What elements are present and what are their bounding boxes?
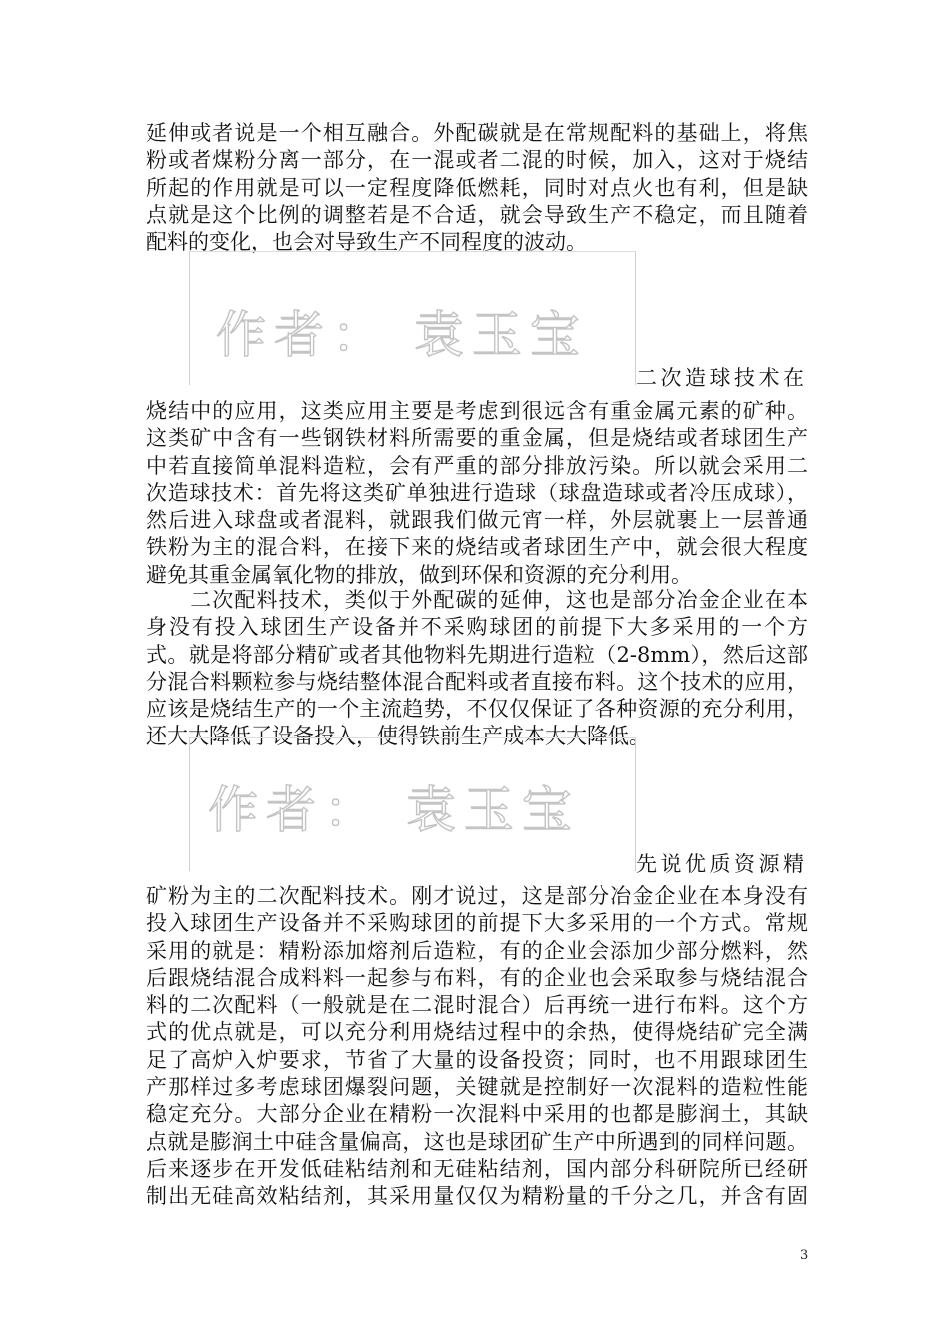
watermark-text: 作者： 袁玉宝 [216, 306, 588, 364]
text-line: 后来逐步在开发低硅粘结剂和无硅粘结剂，国内部分科研院所已经研 [146, 1156, 808, 1181]
text-line: 应该是烧结生产的一个主流趋势，不仅仅保证了各种资源的充分利用， [146, 697, 808, 722]
text-line: 次造球技术：首先将这类矿单独进行造球（球盘造球或者冷压成球）， [146, 480, 808, 505]
page-number: 3 [800, 1248, 809, 1263]
text-line: 分混合料颗粒参与烧结整体混合配料或者直接布料。这个技术的应用， [146, 669, 808, 694]
text-line: 避免其重金属氧化物的排放，做到环保和资源的充分利用。 [146, 562, 692, 587]
text-line: 投入球团生产设备并不采购球团的前提下大多采用的一个方式。常规 [146, 911, 808, 936]
text-line: 所起的作用就是可以一定程度降低燃耗，同时对点火也有利，但是缺 [146, 175, 808, 200]
text-line: 采用的就是：精粉添加熔剂后造粒，有的企业会添加少部分燃料，然 [146, 938, 808, 963]
text-line: 产那样过多考虑球团爆裂问题，关键就是控制好一次混料的造粒性能 [146, 1075, 808, 1100]
text-line: 烧结中的应用，这类应用主要是考虑到很远含有重金属元素的矿种。 [146, 399, 808, 423]
paragraph-start-text: 先说优质资源精 [636, 852, 808, 876]
text-line: 还大大降低了设备投入，使得铁前生产成本大大降低。 [146, 724, 650, 749]
text-line: 式。就是将部分精矿或者其他物料先期进行造粒（2-8mm），然后这部 [146, 642, 808, 667]
text-line: 粉或者煤粉分离一部分，在一混或者二混的时候，加入，这对于烧结 [146, 148, 808, 173]
watermark-image [189, 737, 636, 871]
text-line: 稳定充分。大部分企业在精粉一次混料中采用的也都是膨润土，其缺 [146, 1102, 808, 1127]
paragraph-concentrate-batching [146, 883, 808, 1211]
text-line: 式的优点就是，可以充分利用烧结过程中的余热，使得烧结矿完全满 [146, 1020, 808, 1045]
text-line: 二次配料技术，类似于外配碳的延伸，这也是部分冶金企业在本 [146, 588, 808, 612]
text-line: 后跟烧结混合成料料一起参与布料，有的企业也会采取参与烧结混合 [146, 965, 808, 990]
text-line: 配料的变化，也会对导致生产不同程度的波动。 [146, 230, 587, 255]
text-line: 点就是这个比例的调整若是不合适，就会导致生产不稳定，而且随着 [146, 202, 808, 227]
paragraph-start-text: 二次造球技术在 [636, 366, 808, 390]
text-line: 铁粉为主的混合料，在接下来的烧结或者球团生产中，就会很大程度 [146, 535, 808, 560]
text-line: 料的二次配料（一般就是在二混时混合）后再统一进行布料。这个方 [146, 993, 808, 1018]
watermark-text: 作者： 袁玉宝 [208, 781, 580, 839]
text-line: 延伸或者说是一个相互融合。外配碳就是在常规配料的基础上，将焦 [146, 121, 808, 145]
paragraph-secondary-batching [146, 587, 808, 751]
watermark-image [189, 251, 636, 385]
text-line: 中若直接简单混料造粒，会有严重的部分排放污染。所以就会采用二 [146, 453, 808, 478]
text-line: 制出无硅高效粘结剂，其采用量仅仅为精粉量的千分之几，并含有固 [146, 1184, 808, 1209]
text-line: 这类矿中含有一些钢铁材料所需要的重金属，但是烧结或者球团生产 [146, 426, 808, 451]
text-line: 矿粉为主的二次配料技术。刚才说过，这是部分冶金企业在本身没有 [146, 884, 808, 908]
paragraph-outer-carbon [146, 120, 808, 256]
text-line: 点就是膨润土中硅含量偏高，这也是球团矿生产中所遇到的同样问题。 [146, 1129, 808, 1154]
text-line: 足了高炉入炉要求，节省了大量的设备投资；同时，也不用跟球团生 [146, 1047, 808, 1072]
paragraph-secondary-pelletizing [146, 398, 808, 589]
text-line: 然后进入球盘或者混料，就跟我们做元宵一样，外层就裹上一层普通 [146, 508, 808, 533]
text-line: 身没有投入球团生产设备并不采购球团的前提下大多采用的一个方 [146, 615, 808, 640]
